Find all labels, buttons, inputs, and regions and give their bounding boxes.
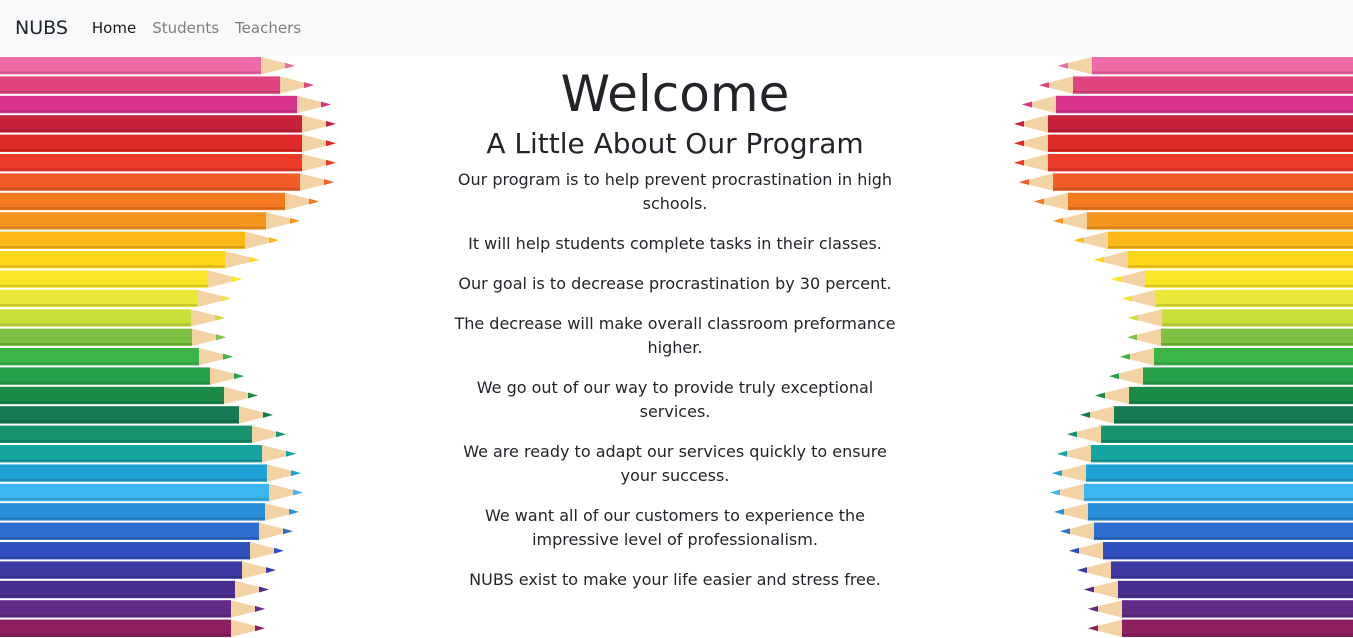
pencil [1111, 270, 1353, 287]
pencil [0, 290, 231, 307]
pencil [1052, 464, 1353, 481]
pencil [1014, 135, 1353, 152]
pencil [1109, 367, 1353, 384]
left-pencils-art [0, 56, 340, 638]
about-paragraph-6: We are ready to adapt our services quickly to ensure your success. [463, 442, 887, 485]
pencil [1050, 484, 1353, 501]
pencil [1019, 173, 1353, 190]
pencil [0, 96, 331, 113]
pencil [0, 251, 259, 268]
pencil [0, 154, 336, 171]
pencil [0, 76, 314, 93]
pencil [1060, 523, 1353, 540]
brand-logo[interactable]: NUBS [15, 17, 68, 39]
pencil [0, 367, 244, 384]
pencil [1014, 154, 1353, 171]
pencil [1088, 600, 1353, 617]
pencil [1054, 503, 1353, 520]
pencil [1069, 542, 1353, 559]
pencil [0, 523, 293, 540]
pencil [1088, 620, 1353, 637]
pencil [0, 115, 336, 132]
pencil [0, 270, 242, 287]
about-paragraph-8: NUBS exist to make your life easier and stress free. [469, 570, 881, 589]
about-paragraph-4: The decrease will make overall classroom preformance higher. [454, 314, 896, 357]
pencil [0, 135, 336, 152]
about-paragraph-7: We want all of our customers to experience the impressive level of professionalism. [484, 506, 866, 549]
pencil [0, 232, 279, 249]
about-paragraph-2: It will help students complete tasks in their classes. [468, 234, 882, 253]
about-paragraph-1: Our program is to help prevent procrastination in high schools. [457, 170, 893, 213]
pencil [1058, 57, 1353, 74]
pencil [0, 348, 233, 365]
about-paragraph-5: We go out of our way to provide truly exceptional services. [476, 378, 874, 421]
pencil [0, 173, 334, 190]
pencil [1034, 193, 1353, 210]
pencil [1067, 426, 1353, 443]
pencil [1080, 406, 1353, 423]
pencil [0, 387, 258, 404]
page-subtitle: A Little About Our Program [486, 127, 864, 160]
pencil [0, 406, 273, 423]
pencil [0, 503, 299, 520]
nav-link-students[interactable]: Students [152, 19, 220, 37]
pencil [0, 484, 303, 501]
pencil [1053, 212, 1353, 229]
pencil [0, 542, 284, 559]
nav-link-home[interactable]: Home [91, 19, 137, 37]
pencil [0, 426, 286, 443]
pencil [0, 600, 265, 617]
pencil [0, 57, 295, 74]
pencil [0, 193, 319, 210]
pencil [1127, 329, 1353, 346]
pencil [0, 309, 225, 326]
page-title: Welcome [560, 65, 790, 123]
pencil [1057, 445, 1353, 462]
pencil [0, 212, 300, 229]
pencil [1120, 348, 1353, 365]
pencil [1039, 76, 1353, 93]
pencil [0, 445, 296, 462]
pencil [1122, 290, 1353, 307]
pencil [0, 464, 301, 481]
pencil [1014, 115, 1353, 132]
pencil [1084, 581, 1353, 598]
right-pencils-art [1010, 56, 1353, 638]
top-navbar [0, 0, 1353, 56]
pencil [1074, 232, 1353, 249]
main-content [445, 62, 905, 608]
pencil [0, 561, 276, 578]
pencil [1095, 387, 1353, 404]
pencil [0, 620, 265, 637]
pencil [1094, 251, 1353, 268]
pencil [1128, 309, 1353, 326]
right-pencils-image [1010, 56, 1353, 638]
pencil [1022, 96, 1353, 113]
pencil [1077, 561, 1353, 578]
about-paragraph-3: Our goal is to decrease procrastination by 30 percent. [458, 274, 892, 293]
left-pencils-image [0, 56, 340, 638]
pencil [0, 581, 269, 598]
pencil [0, 329, 226, 346]
nav-link-teachers[interactable]: Teachers [235, 19, 302, 37]
